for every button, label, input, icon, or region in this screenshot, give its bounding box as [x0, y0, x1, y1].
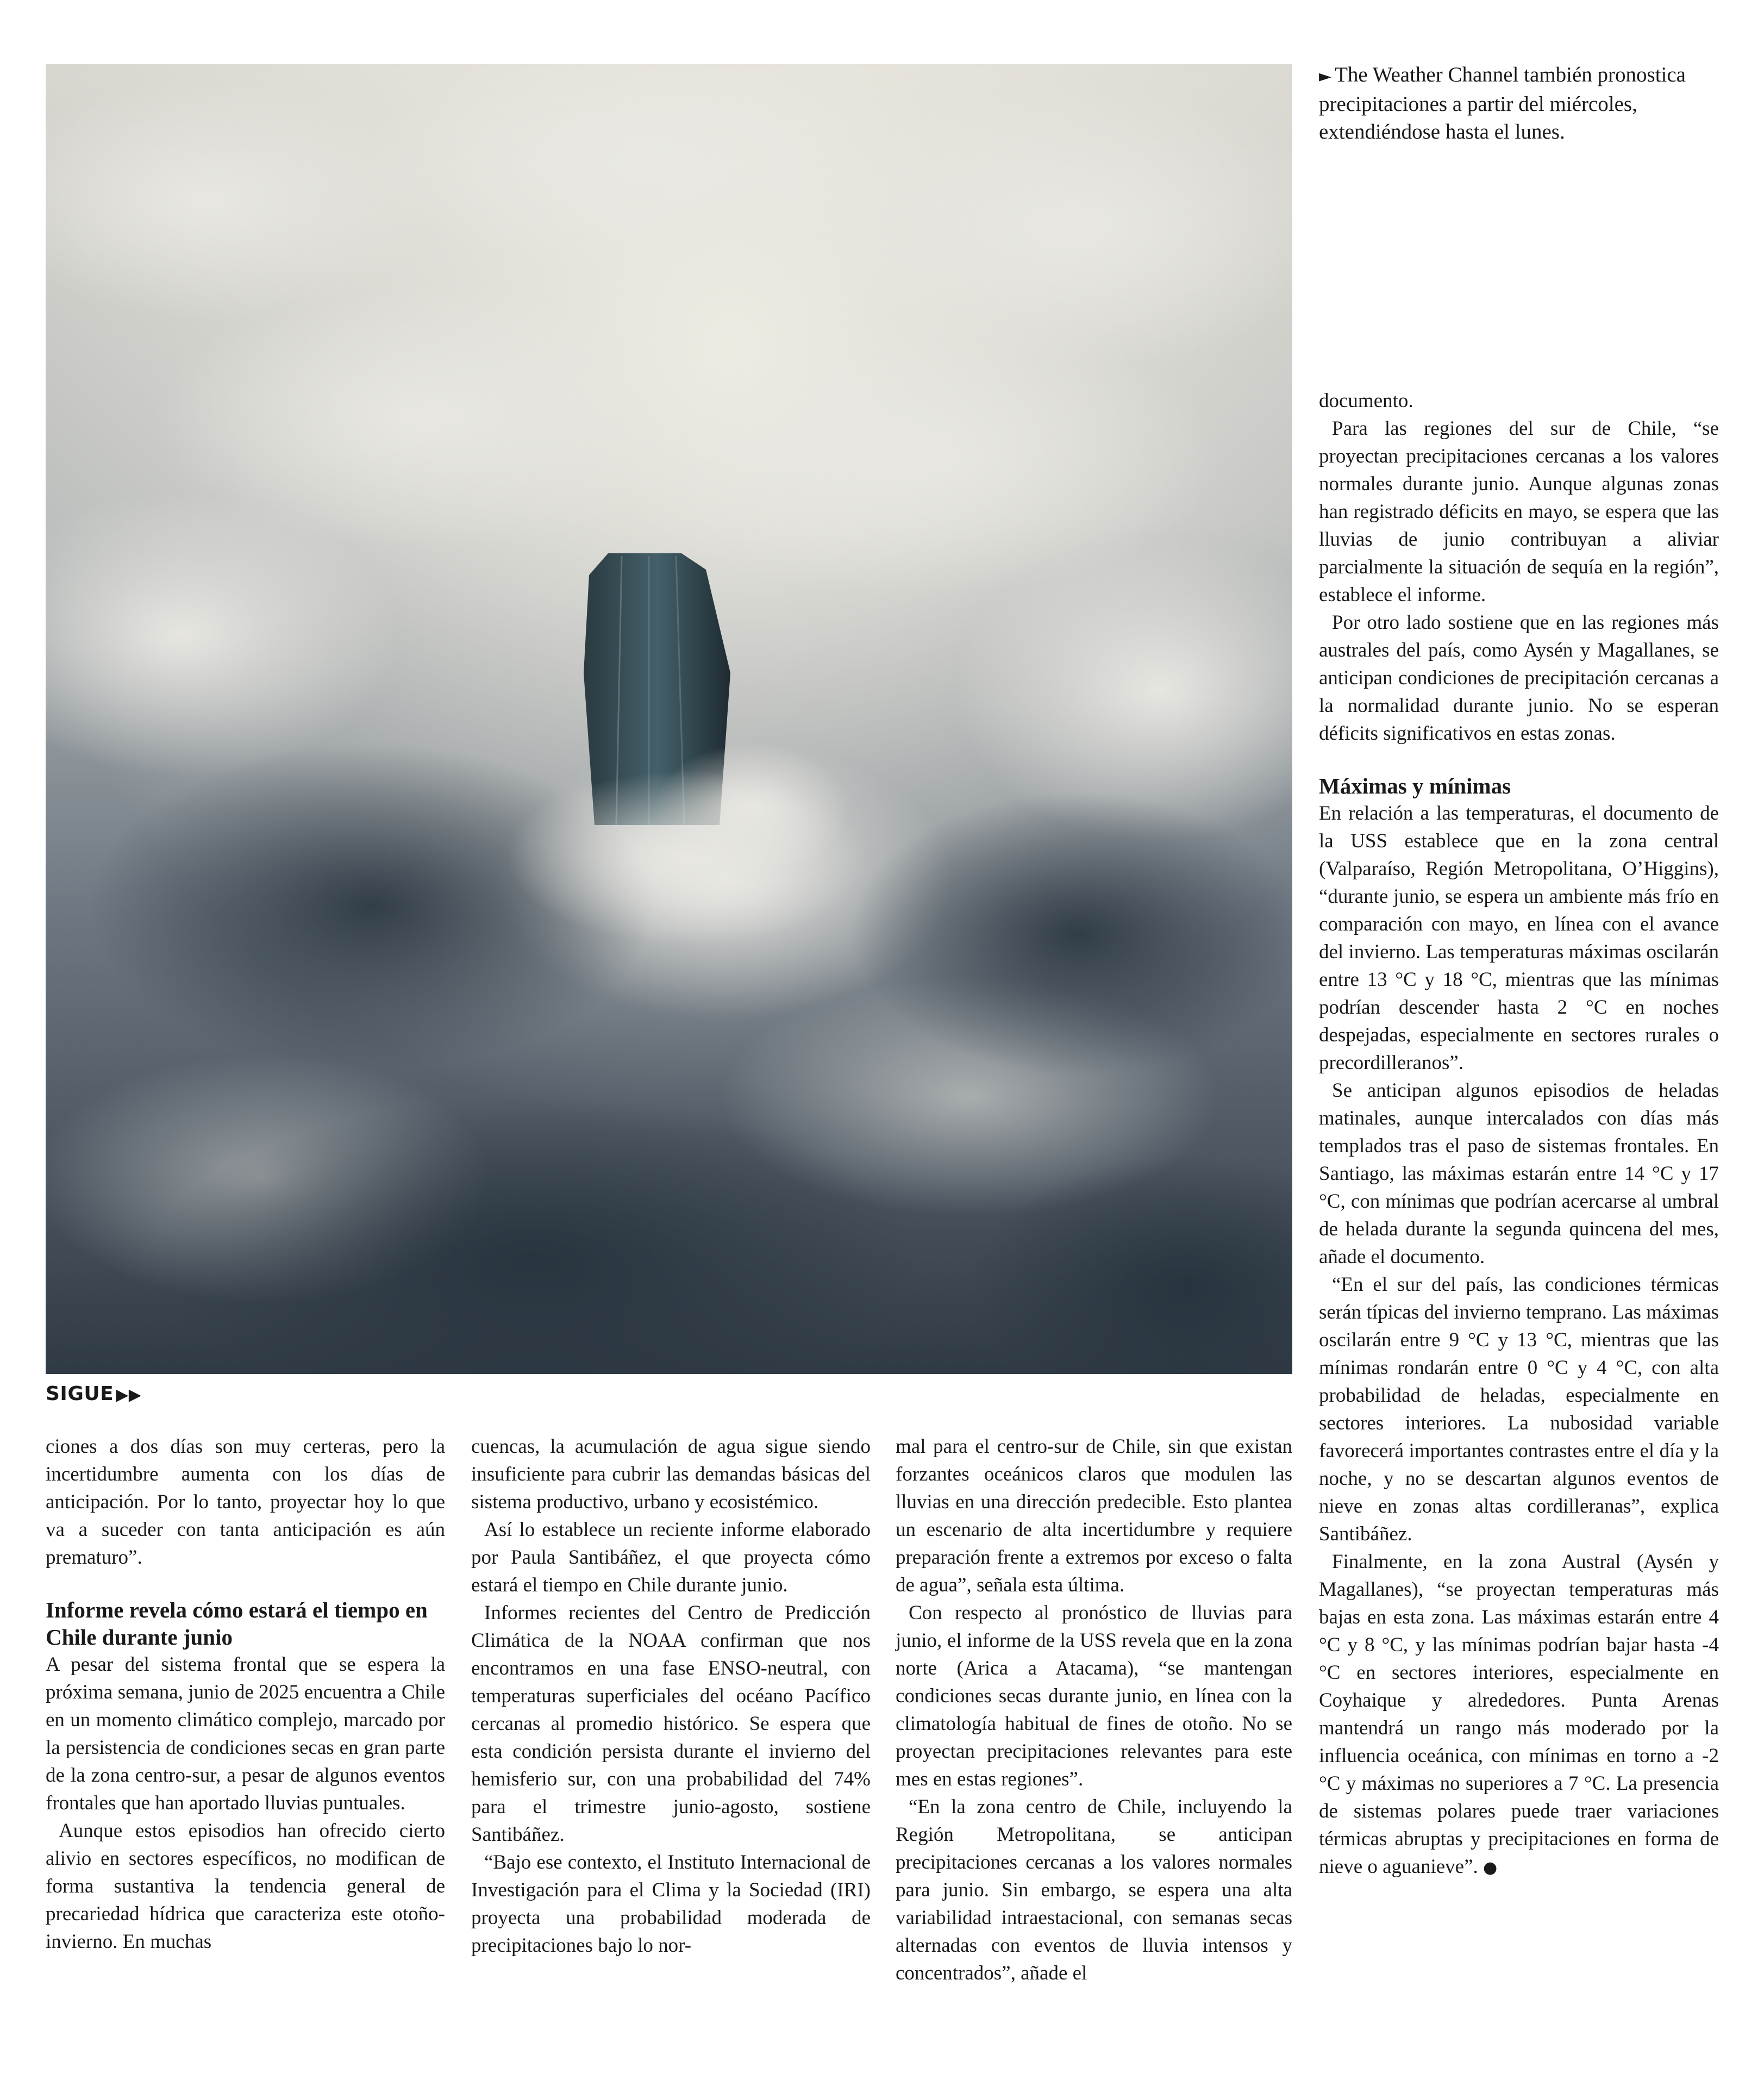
continue-text: SIGUE [46, 1383, 114, 1405]
paragraph: A pesar del sistema frontal que se espera la próxima semana, junio de 2025 encuentra a Chile en un momento climático complejo, marcado por la persistencia de condiciones secas en gran parte de la zona centro-sur, a pesar de algunos eventos frontales que han aportado lluvias puntuales. [46, 1653, 445, 1814]
paragraph: ciones a dos días son muy certeras, pero la incertidumbre aumenta con los días de anticipación. Por lo tanto, proyectar hoy lo que va a suceder con tanta anticipación es aún prematuro”. [46, 1435, 445, 1569]
section-heading: Informe revela cómo estará el tiempo en Chile durante junio [46, 1597, 428, 1650]
article-column-3 [896, 1433, 1292, 1987]
paragraph: “Bajo ese contexto, el Instituto Internacional de Investigación para el Clima y la Sociedad (IRI) proyecta una probabilidad moderada de precipitaciones bajo lo nor- [471, 1851, 871, 1957]
paragraph: Informes recientes del Centro de Predicción Climática de la NOAA confirman que nos encontramos en una fase ENSO-neutral, con temperaturas superficiales del océano Pacífico cercanas al promedio histórico. Se espera que esta condición persista durante el invierno del hemisferio sur, con una probabilidad del 74% para el trimestre junio-agosto, sostiene Santibáñez. [471, 1602, 871, 1846]
paragraph: documento. [1319, 390, 1413, 412]
paragraph: Aunque estos episodios han ofrecido cierto alivio en sectores específicos, no modifican de forma sustantiva la tendencia general de precariedad hídrica que caracteriza este otoño-invierno. En muchas [46, 1820, 445, 1953]
article-column-2 [471, 1433, 871, 1959]
article-column-1 [46, 1433, 445, 1956]
paragraph: Para las regiones del sur de Chile, “se proyectan precipitaciones cercanas a los valores normales durante junio. Aunque algunas zonas han registrado déficits en mayo, se espera que las lluvias de junio contribuyan a aliviar parcialmente la situación de sequía en la región”, establece el informe. [1319, 417, 1719, 606]
article-column-4 [1319, 387, 1719, 1882]
paragraph: mal para el centro-sur de Chile, sin que existan forzantes oceánicos claros que modulen las lluvias en una dirección predecible. Esto plantea un escenario de alta incertidumbre y requiere preparación frente a extremos por exceso o falta de agua”, señala esta última. [896, 1435, 1292, 1596]
building-in-clouds-photo [46, 64, 1292, 1374]
paragraph: Se anticipan algunos episodios de heladas matinales, aunque intercalados con días más templados tras el paso de sistemas frontales. En Santiago, las máximas estarán entre 14 °C y 17 °C, con mínimas que podrían acercarse al umbral de helada durante la segunda quincena del mes, añade el documento. [1319, 1079, 1719, 1268]
paragraph: “En la zona centro de Chile, incluyendo la Región Metropolitana, se anticipan precipitaciones cercanas a los valores normales para junio. Sin embargo, se espera una alta variabilidad intraestacional, con semanas secas alternadas con eventos de lluvia intensos y concentrados”, añade el [896, 1796, 1292, 1984]
paragraph-text: Finalmente, en la zona Austral (Aysén y Magallanes), “se proyectan temperaturas más bajas en esta zona. Las máximas estarán entre 4 °C y 8 °C, y las mínimas podrían bajar hasta -4 °C en sectores interiores, especialmente en Coyhaique y alrededores. Punta Arenas mantendrá un rango más moderado por la influencia oceánica, con mínimas en torno a -2 °C y máximas no superiores a 7 °C. La presencia de sistemas polares puede traer variaciones térmicas abruptas y precipitaciones en forma de nieve o aguanieve”. [1319, 1551, 1719, 1878]
paragraph: Por otro lado sostiene que en las regiones más australes del país, como Aysén y Magallanes, se anticipan condiciones de precipitación cercanas a la normalidad durante junio. No se esperan déficits significativos en estas zonas. [1319, 611, 1719, 745]
continue-label [46, 1381, 141, 1409]
photo-caption [1319, 61, 1719, 146]
double-arrow-icon: ▶▶ [116, 1385, 142, 1404]
paragraph: “En el sur del país, las condiciones térmicas serán típicas del invierno temprano. Las máximas oscilarán entre 9 °C y 13 °C, mientras que las mínimas rondarán entre 0 °C y 4 °C, con alta probabilidad de heladas, especialmente en sectores interiores. La nubosidad variable favorecerá importantes contrastes entre el día y la noche, y no se descartan algunos eventos de nieve en zonas altas cordilleranas”, explica Santibáñez. [1319, 1273, 1719, 1545]
caption-text: The Weather Channel también pronostica precipitaciones a partir del miércoles, extendiéndose hasta el lunes. [1319, 63, 1686, 143]
caption-marker-icon: ► [1319, 67, 1332, 86]
paragraph [1319, 1548, 1719, 1882]
paragraph: Así lo establece un reciente informe elaborado por Paula Santibáñez, el que proyecta cómo estará el tiempo en Chile durante junio. [471, 1519, 871, 1596]
paragraph: En relación a las temperaturas, el documento de la USS establece que en la zona central (Valparaíso, Región Metropolitana, O’Higgins), “durante junio, se espera un ambiente más frío en comparación con mayo, en línea con el avance del invierno. Las temperaturas máximas oscilarán entre 13 °C y 18 °C, mientras que las mínimas podrían descender hasta 2 °C en noches despejadas, especialmente en sectores rurales o precordilleranos”. [1319, 802, 1719, 1074]
section-heading: Máximas y mínimas [1319, 773, 1511, 798]
end-mark-icon: ● [1483, 1858, 1498, 1877]
paragraph: Con respecto al pronóstico de lluvias para junio, el informe de la USS revela que en la zona norte (Arica a Atacama), “se mantengan condiciones secas durante junio, en línea con la climatología habitual de fines de otoño. No se proyectan precipitaciones relevantes para este mes en estas regiones”. [896, 1602, 1292, 1790]
paragraph: cuencas, la acumulación de agua sigue siendo insuficiente para cubrir las demandas básicas del sistema productivo, urbano y ecosistémico. [471, 1435, 871, 1513]
article-photo [46, 64, 1292, 1374]
